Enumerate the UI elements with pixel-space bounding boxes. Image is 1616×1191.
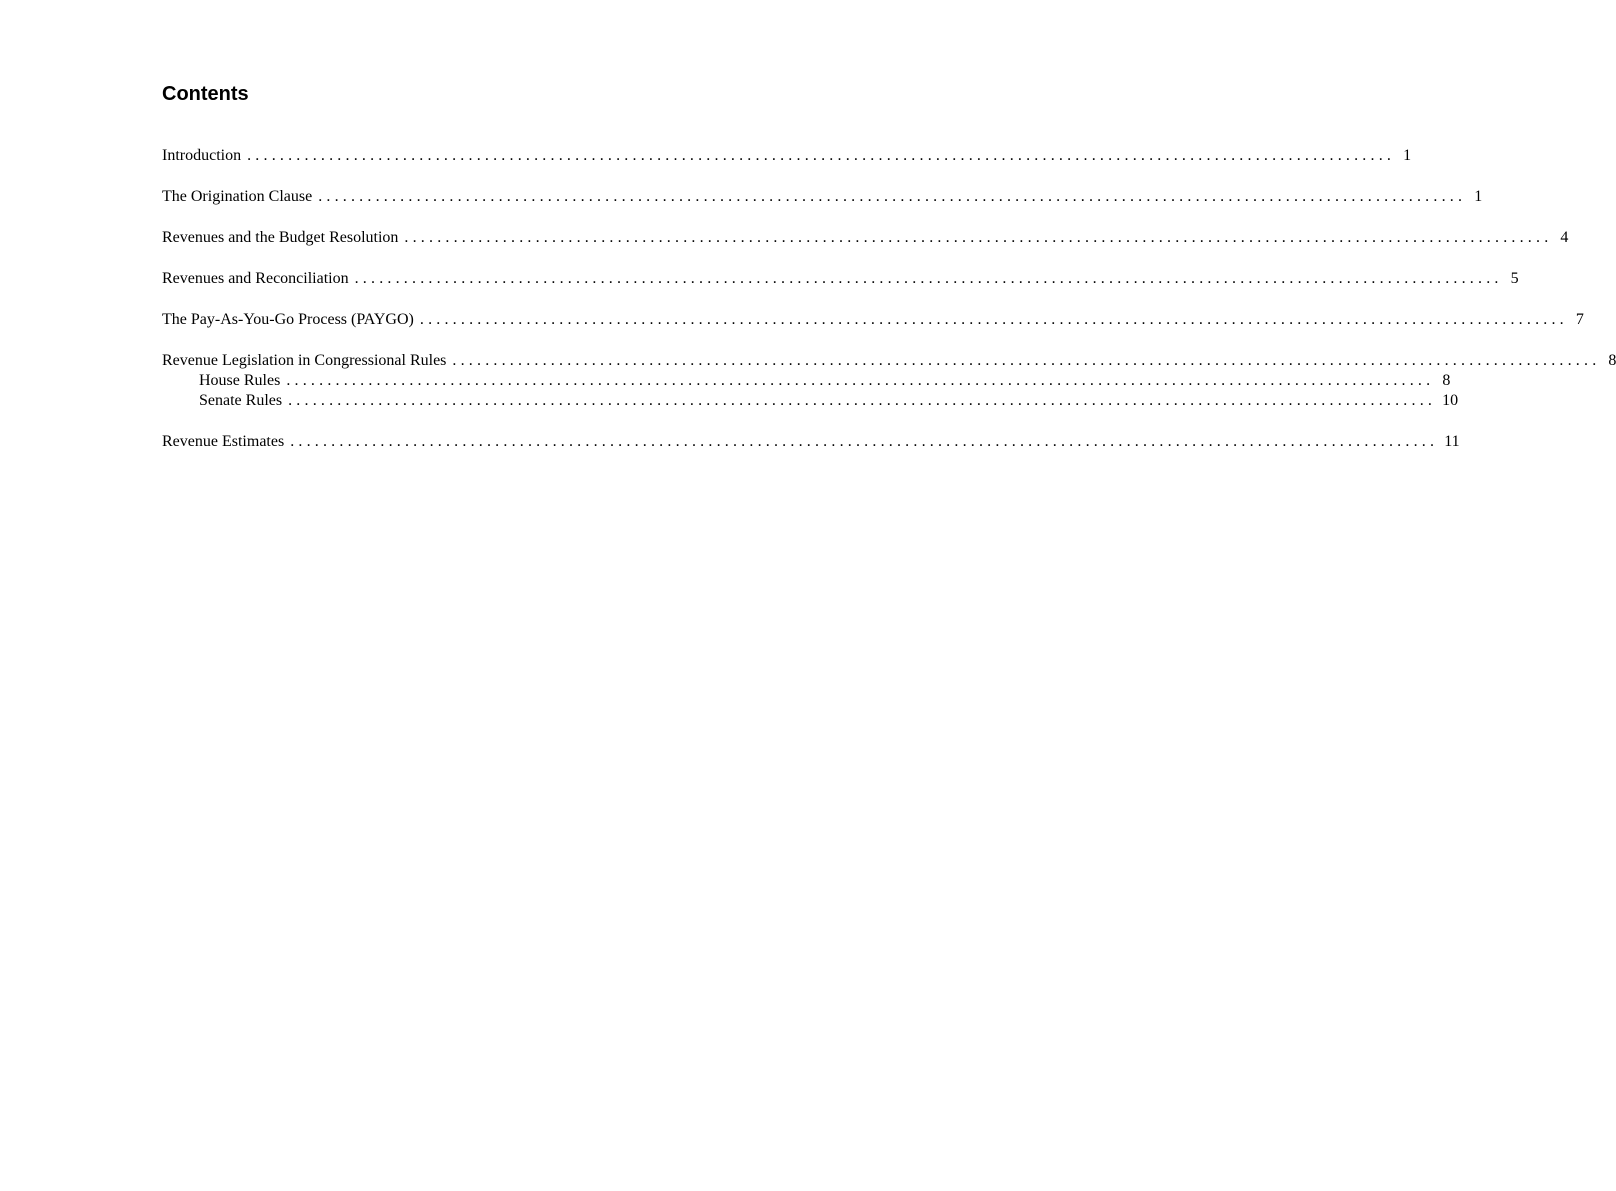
dot-leader: ............................................................................................................................................ (286, 372, 1435, 389)
dot-leader: ............................................................................................................................................ (354, 270, 1503, 287)
toc-entry-label: House Rules (199, 372, 281, 389)
toc-entry-paygo (162, 310, 1584, 330)
toc-entry-congressional-rules (162, 351, 1616, 371)
toc-entry-page: 8 (1442, 372, 1451, 389)
toc-entry-page: 1 (1403, 147, 1412, 164)
toc-entry-page: 8 (1608, 352, 1616, 369)
toc-entry-page: 7 (1575, 311, 1584, 328)
toc-entry-page: 1 (1474, 188, 1483, 205)
toc-entry-page: 10 (1442, 392, 1459, 409)
dot-leader: ............................................................................................................................................ (419, 311, 1568, 328)
toc-entry-label: Revenues and the Budget Resolution (162, 229, 399, 246)
dot-leader: ............................................................................................................................................ (288, 392, 1437, 409)
table-of-contents (162, 146, 1616, 452)
toc-entry-label: Revenue Estimates (162, 433, 285, 450)
toc-entry-label: Revenues and Reconciliation (162, 270, 349, 287)
dot-leader: ............................................................................................................................................ (290, 433, 1439, 450)
toc-entry-label: Introduction (162, 147, 242, 164)
toc-entry-page: 4 (1560, 229, 1569, 246)
toc-entry-budget-resolution (162, 228, 1569, 248)
toc-entry-introduction (162, 146, 1412, 166)
toc-entry-revenue-estimates (162, 432, 1460, 452)
dot-leader: ............................................................................................................................................ (247, 147, 1396, 164)
toc-entry-label: Revenue Legislation in Congressional Rules (162, 352, 447, 369)
toc-entry-house-rules (162, 371, 1451, 391)
dot-leader: ............................................................................................................................................ (318, 188, 1467, 205)
dot-leader: ............................................................................................................................................ (404, 229, 1553, 246)
toc-entry-reconciliation (162, 269, 1519, 289)
toc-entry-label: The Pay-As-You-Go Process (PAYGO) (162, 311, 414, 328)
toc-entry-label: The Origination Clause (162, 188, 313, 205)
toc-entry-page: 11 (1444, 433, 1460, 450)
toc-entry-page: 5 (1510, 270, 1519, 287)
dot-leader: ............................................................................................................................................ (452, 352, 1601, 369)
toc-entry-origination-clause (162, 187, 1483, 207)
toc-entry-senate-rules (162, 391, 1459, 411)
contents-heading: Contents (162, 83, 249, 105)
toc-entry-label: Senate Rules (199, 392, 283, 409)
